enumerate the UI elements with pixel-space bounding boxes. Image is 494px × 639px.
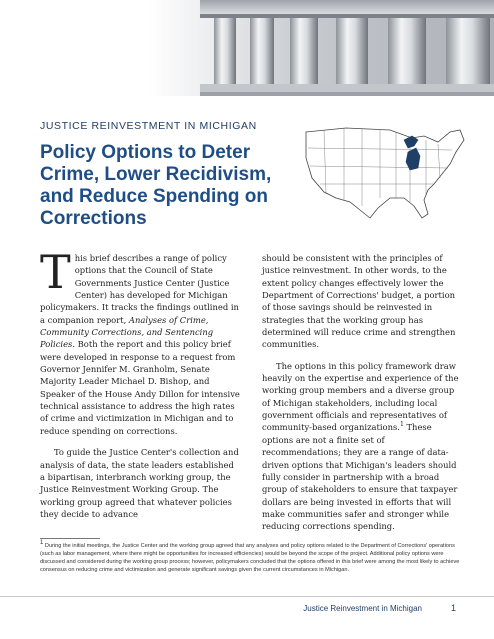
footnote [40, 542, 465, 574]
drop-cap: T [40, 245, 71, 299]
right-paragraph-1: should be consistent with the principles of justice reinvestment. In other words, to the extent policy changes effectively lower the Department of Corrections' budget, a portion of those savings should be reinvested in strategies that the working group has determined will reduce crime and strengthen communities. [262, 253, 456, 350]
page-footer [0, 596, 494, 639]
companion-report-title: Analyses of Crime, Community Corrections, and Sentencing Policies [40, 314, 214, 350]
footnote-rule [40, 538, 100, 539]
page-number: 1 [450, 603, 456, 613]
page-title: Policy Options to Deter Crime, Lower Recidivism, and Reduce Spending on Corrections [40, 142, 272, 229]
right-paragraph-2 [262, 360, 462, 533]
left-paragraph-2: To guide the Justice Center's collection and analysis of data, the state leaders established a bipartisan, interbranch working group, the Justice Reinvestment Working Group. The working group agreed that whatever policies they decide to advance [40, 447, 239, 519]
us-map-michigan-highlight [300, 118, 470, 224]
section-kicker: JUSTICE REINVESTMENT IN MICHIGAN [40, 120, 257, 132]
right-p2-text-b: These options are not a finite set of recommendations; they are a range of data-driven options that Michigan's leaders should fully consider in partnership with a broad group of stakeholders to ensure that taxpayer dollars are being invested in efforts that will make communities safer and stronger while reducing corrections spending. [262, 422, 458, 532]
right-p2-text-a: The options in this policy framework draw heavily on the expertise and experience of the working group members and a diverse group of Michigan stakeholders, including local government officials and representatives of community-based organizations. [262, 360, 459, 433]
header-banner-columns [0, 0, 494, 96]
left-paragraph-1 [40, 245, 240, 437]
footnote-ref[interactable]: 1 [399, 421, 404, 429]
footnote-text: During the initial meetings, the Justice Center and the working group agreed that any analyses and policy options related to the Department of Corrections' operations (such as labor management, where there might be opportunities for increased efficiencies) would be beyond the scope of the project. Additional policy options were discussed and considered during the working group process; however, policymakers concluded that the options offered in this brief were among the most likely to achieve consensus on reducing crime and victimization and generate significant savings given the current circumstances in Michigan. [40, 543, 460, 573]
right-column [262, 252, 462, 533]
footer-divider [0, 596, 494, 597]
left-p1-text-b: . Both the report and this policy brief were developed in response to a request from Governor Jennifer M. Granholm, Senate Majority Leader Michael D. Bishop, and Speaker of the House Andy Dillon for intensive technical assistance to address the high rates of crime and victimization in Michigan and to reduce spending on corrections. [40, 339, 240, 436]
footnote-marker: 1 [40, 540, 44, 547]
columns-illustration [0, 0, 494, 96]
left-p1-text-a: his brief describes a range of policy options that the Council of State Governments Justice Center (Justice Center) has developed for Michigan policymakers. It tracks the findings outlined in a companion report, [40, 253, 239, 325]
footer-title: Justice Reinvestment in Michigan [303, 604, 422, 613]
left-column [40, 245, 240, 520]
